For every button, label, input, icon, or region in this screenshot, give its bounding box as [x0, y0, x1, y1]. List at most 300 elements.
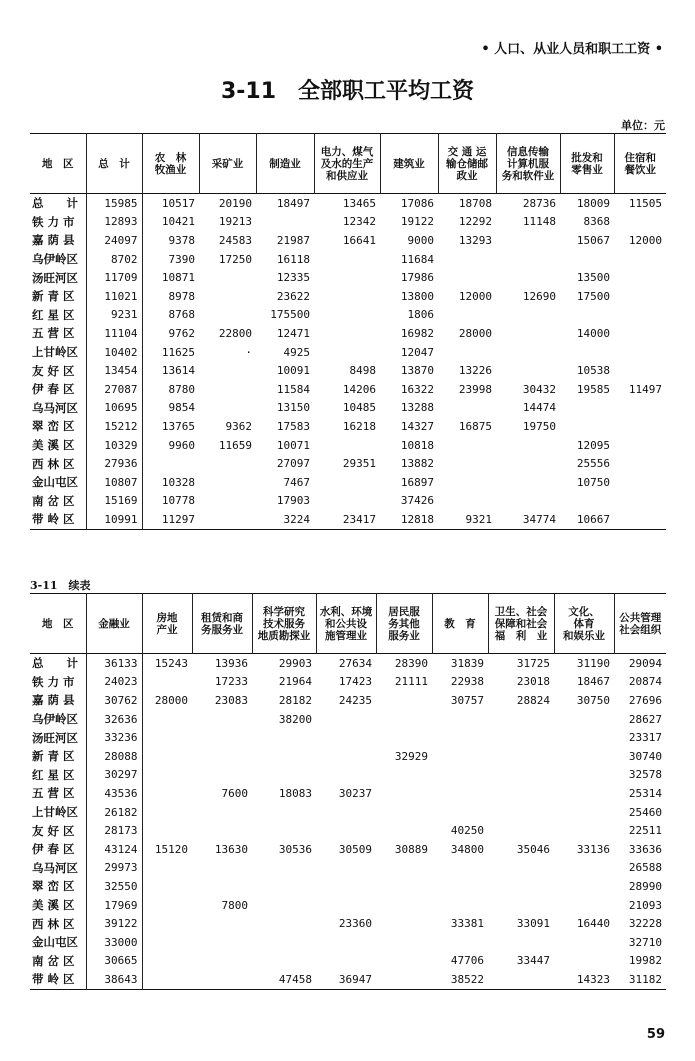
value-cell — [438, 343, 496, 362]
value-cell: 11625 — [161, 345, 195, 359]
value-cell: 16875 — [458, 419, 492, 433]
value-cell: 43124 — [86, 840, 142, 859]
value-cell — [316, 803, 376, 822]
value-cell: 19585 — [576, 382, 610, 396]
value-cell — [432, 747, 488, 766]
value-cell: 13293 — [458, 233, 492, 247]
value-cell: 12342 — [342, 215, 376, 229]
value-cell — [376, 803, 432, 822]
value-cell: 8368 — [583, 215, 610, 229]
value-cell — [614, 492, 666, 511]
region-cell: 美 溪 区 — [30, 436, 86, 455]
value-cell: 23360 — [338, 917, 372, 931]
table-row — [30, 840, 666, 859]
value-cell — [614, 454, 666, 473]
table-row — [30, 268, 666, 287]
region-cell: 伊 春 区 — [30, 840, 86, 859]
value-cell: 28824 — [516, 693, 550, 707]
value-cell: 10778 — [161, 494, 195, 508]
value-cell — [252, 933, 316, 952]
value-cell — [488, 859, 554, 878]
value-cell — [614, 306, 666, 325]
value-cell: 28390 — [394, 656, 428, 670]
value-cell — [376, 821, 432, 840]
value-cell — [438, 399, 496, 418]
value-cell — [256, 213, 314, 232]
value-cell: 14327 — [400, 419, 434, 433]
value-cell: 18497 — [276, 196, 310, 210]
value-cell — [316, 747, 376, 766]
value-cell: 36947 — [338, 972, 372, 986]
value-cell — [488, 970, 554, 989]
value-cell — [142, 896, 192, 915]
value-cell: 16897 — [400, 475, 434, 489]
value-cell — [614, 399, 666, 418]
value-cell — [554, 766, 614, 785]
table-row — [30, 473, 666, 492]
region-cell: 带 岭 区 — [30, 510, 86, 529]
region-cell: 上甘岭区 — [30, 343, 86, 362]
table-row — [30, 306, 666, 325]
region-cell: 金山屯区 — [30, 473, 86, 492]
value-cell — [376, 728, 432, 747]
value-cell: 13288 — [400, 401, 434, 415]
value-cell — [438, 436, 496, 455]
value-cell: 12690 — [522, 289, 556, 303]
value-cell — [554, 933, 614, 952]
value-cell — [432, 728, 488, 747]
value-cell: 17986 — [400, 271, 434, 285]
value-cell: 21093 — [628, 898, 662, 912]
value-cell — [614, 250, 666, 269]
value-cell — [554, 859, 614, 878]
region-cell: 上甘岭区 — [30, 803, 86, 822]
value-cell — [560, 399, 614, 418]
value-cell — [376, 784, 432, 803]
value-cell — [614, 361, 666, 380]
value-cell — [192, 933, 252, 952]
value-cell: 29973 — [86, 859, 142, 878]
value-cell — [192, 970, 252, 989]
table-row — [30, 361, 666, 380]
value-cell — [199, 399, 256, 418]
value-cell: 29094 — [628, 656, 662, 670]
region-cell: 五 营 区 — [30, 324, 86, 343]
value-cell — [316, 877, 376, 896]
value-cell: 12335 — [276, 271, 310, 285]
region-cell: 红 星 区 — [30, 306, 86, 325]
column-header: 教 育 — [432, 594, 488, 654]
value-cell: 11584 — [276, 382, 310, 396]
value-cell: 22511 — [628, 824, 662, 838]
value-cell: 10091 — [276, 364, 310, 378]
table-row — [30, 213, 666, 232]
value-cell: 14206 — [342, 382, 376, 396]
value-cell — [554, 728, 614, 747]
value-cell — [192, 710, 252, 729]
value-cell: 17250 — [218, 252, 252, 266]
value-cell: 15169 — [86, 492, 142, 511]
value-cell — [554, 747, 614, 766]
region-cell: 西 林 区 — [30, 454, 86, 473]
value-cell: 12095 — [576, 438, 610, 452]
value-cell: 13882 — [400, 457, 434, 471]
value-cell: 20874 — [628, 675, 662, 689]
value-cell — [142, 877, 192, 896]
table-row — [30, 454, 666, 473]
value-cell — [142, 728, 192, 747]
table-row — [30, 287, 666, 306]
value-cell: 28990 — [628, 879, 662, 893]
value-cell: 11497 — [628, 382, 662, 396]
value-cell: 13800 — [400, 289, 434, 303]
value-cell — [432, 933, 488, 952]
value-cell: 31725 — [516, 656, 550, 670]
value-cell — [488, 710, 554, 729]
value-cell — [252, 914, 316, 933]
value-cell — [316, 859, 376, 878]
value-cell — [488, 728, 554, 747]
value-cell — [432, 859, 488, 878]
region-cell: 友 好 区 — [30, 821, 86, 840]
column-header: 批发和 零售业 — [560, 134, 614, 194]
value-cell: 19982 — [628, 954, 662, 968]
table-row — [30, 691, 666, 710]
value-cell: 16118 — [276, 252, 310, 266]
value-cell — [376, 710, 432, 729]
value-cell — [376, 859, 432, 878]
value-cell: 38200 — [278, 712, 312, 726]
value-cell: 9362 — [225, 419, 252, 433]
value-cell: 27087 — [86, 380, 142, 399]
value-cell — [496, 361, 560, 380]
column-header: 科学研究 技术服务 地质勘探业 — [252, 594, 316, 654]
value-cell: 7467 — [283, 475, 310, 489]
value-cell: 9762 — [168, 326, 195, 340]
value-cell: 32929 — [394, 749, 428, 763]
column-header: 采矿业 — [199, 134, 256, 194]
value-cell: 16322 — [400, 382, 434, 396]
value-cell — [488, 933, 554, 952]
value-cell: 13226 — [458, 364, 492, 378]
value-cell — [488, 896, 554, 915]
region-cell: 嘉 荫 县 — [30, 231, 86, 250]
value-cell — [314, 343, 380, 362]
value-cell: 23417 — [342, 512, 376, 526]
value-cell: 12000 — [458, 289, 492, 303]
value-cell: 8978 — [168, 289, 195, 303]
value-cell — [488, 766, 554, 785]
value-cell — [192, 747, 252, 766]
table-row — [30, 343, 666, 362]
value-cell — [376, 970, 432, 989]
value-cell — [142, 914, 192, 933]
value-cell — [142, 970, 192, 989]
value-cell: 10485 — [342, 401, 376, 415]
value-cell: 28627 — [628, 712, 662, 726]
table-row — [30, 231, 666, 250]
value-cell — [488, 821, 554, 840]
value-cell: 30750 — [576, 693, 610, 707]
value-cell — [199, 287, 256, 306]
region-cell: 铁 力 市 — [30, 213, 86, 232]
value-cell: 16982 — [400, 326, 434, 340]
value-cell: 17233 — [214, 675, 248, 689]
value-cell: 27696 — [628, 693, 662, 707]
value-cell: 11659 — [218, 438, 252, 452]
value-cell — [316, 933, 376, 952]
value-cell: 16218 — [342, 419, 376, 433]
value-cell: 10807 — [86, 473, 142, 492]
table-row — [30, 766, 666, 785]
value-cell: 35046 — [516, 842, 550, 856]
region-cell: 新 青 区 — [30, 747, 86, 766]
table-row — [30, 436, 666, 455]
value-cell — [438, 492, 496, 511]
value-cell: 1806 — [407, 308, 434, 322]
value-cell: 26588 — [628, 861, 662, 875]
value-cell: 11684 — [400, 252, 434, 266]
value-cell — [252, 803, 316, 822]
value-cell: 8498 — [349, 364, 376, 378]
table-row — [30, 784, 666, 803]
column-header: 卫生、社会 保障和社会 福 利 业 — [488, 594, 554, 654]
value-cell: 24583 — [218, 233, 252, 247]
value-cell: · — [245, 345, 252, 359]
value-cell — [560, 417, 614, 436]
column-header: 总 计 — [86, 134, 142, 194]
value-cell: 18009 — [576, 196, 610, 210]
value-cell: 47458 — [278, 972, 312, 986]
value-cell — [314, 268, 380, 287]
region-cell: 西 林 区 — [30, 914, 86, 933]
value-cell: 28736 — [522, 196, 556, 210]
value-cell — [554, 896, 614, 915]
value-cell: 19213 — [218, 215, 252, 229]
column-header: 居民服 务其他 服务业 — [376, 594, 432, 654]
value-cell — [554, 821, 614, 840]
value-cell: 10328 — [161, 475, 195, 489]
value-cell — [142, 803, 192, 822]
region-cell: 乌马河区 — [30, 399, 86, 418]
column-header: 农 林 牧渔业 — [142, 134, 199, 194]
value-cell: 10871 — [161, 271, 195, 285]
value-cell — [376, 766, 432, 785]
value-cell — [192, 766, 252, 785]
table-row — [30, 933, 666, 952]
value-cell — [252, 821, 316, 840]
value-cell: 17969 — [86, 896, 142, 915]
region-cell: 乌马河区 — [30, 859, 86, 878]
value-cell — [438, 454, 496, 473]
value-cell: 31182 — [628, 972, 662, 986]
value-cell — [614, 213, 666, 232]
value-cell: 13870 — [400, 364, 434, 378]
value-cell: 43536 — [86, 784, 142, 803]
value-cell: 15067 — [576, 233, 610, 247]
value-cell: 18708 — [458, 196, 492, 210]
value-cell — [252, 747, 316, 766]
value-cell: 10071 — [276, 438, 310, 452]
value-cell: 9854 — [168, 401, 195, 415]
region-cell: 带 岭 区 — [30, 970, 86, 989]
value-cell: 9960 — [168, 438, 195, 452]
value-cell: 32710 — [628, 935, 662, 949]
value-cell: 10695 — [86, 399, 142, 418]
value-cell — [199, 361, 256, 380]
value-cell: 7800 — [221, 898, 248, 912]
column-header-region: 地 区 — [42, 617, 74, 630]
value-cell — [376, 691, 432, 710]
value-cell: 30432 — [522, 382, 556, 396]
value-cell: 23083 — [214, 693, 248, 707]
table-row — [30, 821, 666, 840]
value-cell: 11709 — [86, 268, 142, 287]
region-cell: 总 计 — [30, 654, 86, 673]
value-cell — [252, 877, 316, 896]
value-cell: 30665 — [86, 952, 142, 971]
table-row — [30, 896, 666, 915]
value-cell: 33136 — [576, 842, 610, 856]
value-cell — [488, 784, 554, 803]
value-cell — [554, 952, 614, 971]
wage-table-part1 — [30, 133, 666, 530]
value-cell: 8702 — [86, 250, 142, 269]
value-cell: 32636 — [86, 710, 142, 729]
value-cell: 23018 — [516, 675, 550, 689]
value-cell: 34800 — [450, 842, 484, 856]
value-cell — [488, 877, 554, 896]
value-cell — [554, 784, 614, 803]
value-cell: 9321 — [465, 512, 492, 526]
column-header-region: 地 区 — [42, 157, 74, 170]
value-cell — [316, 952, 376, 971]
region-cell: 嘉 荫 县 — [30, 691, 86, 710]
value-cell — [376, 877, 432, 896]
region-cell: 美 溪 区 — [30, 896, 86, 915]
page-title: 3-11 全部职工平均工资 — [220, 79, 475, 104]
value-cell: 29351 — [342, 457, 376, 471]
value-cell: 10667 — [576, 512, 610, 526]
value-cell: 28173 — [86, 821, 142, 840]
value-cell: 19122 — [400, 215, 434, 229]
value-cell — [488, 747, 554, 766]
region-cell: 红 星 区 — [30, 766, 86, 785]
value-cell — [376, 896, 432, 915]
table-row — [30, 803, 666, 822]
value-cell — [432, 896, 488, 915]
value-cell — [376, 914, 432, 933]
value-cell — [496, 324, 560, 343]
region-cell: 翠 峦 区 — [30, 877, 86, 896]
value-cell: 15120 — [154, 842, 188, 856]
value-cell — [192, 821, 252, 840]
value-cell: 37426 — [400, 494, 434, 508]
value-cell — [614, 417, 666, 436]
value-cell — [192, 877, 252, 896]
value-cell: 47706 — [450, 954, 484, 968]
value-cell: 24097 — [86, 231, 142, 250]
value-cell: 9000 — [407, 233, 434, 247]
value-cell — [316, 710, 376, 729]
value-cell: 22938 — [450, 675, 484, 689]
value-cell — [316, 896, 376, 915]
running-header: • 人口、从业人员和职工工资 • — [481, 42, 663, 57]
wage-table-part2 — [30, 593, 666, 990]
value-cell: 30536 — [278, 842, 312, 856]
region-cell: 乌伊岭区 — [30, 710, 86, 729]
table-row — [30, 710, 666, 729]
table-row — [30, 877, 666, 896]
value-cell: 18083 — [278, 786, 312, 800]
value-cell — [554, 877, 614, 896]
value-cell — [432, 877, 488, 896]
column-header: 水利、环境 和公共设 施管理业 — [316, 594, 376, 654]
value-cell: 30740 — [628, 749, 662, 763]
value-cell: 13936 — [214, 656, 248, 670]
value-cell: 9231 — [86, 306, 142, 325]
value-cell: 13500 — [576, 271, 610, 285]
value-cell: 13150 — [276, 401, 310, 415]
value-cell: 10421 — [161, 215, 195, 229]
value-cell: 34774 — [522, 512, 556, 526]
value-cell — [614, 436, 666, 455]
column-header: 建筑业 — [380, 134, 438, 194]
value-cell — [560, 492, 614, 511]
value-cell: 38522 — [450, 972, 484, 986]
value-cell: 7600 — [221, 786, 248, 800]
value-cell — [496, 306, 560, 325]
value-cell — [252, 728, 316, 747]
value-cell: 13614 — [161, 364, 195, 378]
value-cell: 16641 — [342, 233, 376, 247]
column-header: 制造业 — [256, 134, 314, 194]
value-cell: 12893 — [86, 213, 142, 232]
value-cell — [314, 306, 380, 325]
value-cell: 13454 — [86, 361, 142, 380]
value-cell: 31190 — [576, 656, 610, 670]
value-cell: 28088 — [86, 747, 142, 766]
value-cell — [432, 803, 488, 822]
table-row — [30, 970, 666, 989]
table-row — [30, 399, 666, 418]
column-header: 电力、煤气 及水的生产 和供应业 — [314, 134, 380, 194]
value-cell: 15212 — [86, 417, 142, 436]
value-cell: 27097 — [276, 457, 310, 471]
value-cell — [252, 766, 316, 785]
value-cell — [614, 287, 666, 306]
value-cell: 13765 — [161, 419, 195, 433]
value-cell — [192, 859, 252, 878]
table-row — [30, 324, 666, 343]
table-row — [30, 747, 666, 766]
value-cell — [438, 306, 496, 325]
value-cell: 11297 — [161, 512, 195, 526]
value-cell: 21964 — [278, 675, 312, 689]
value-cell — [496, 454, 560, 473]
value-cell: 17500 — [576, 289, 610, 303]
value-cell: 17086 — [400, 196, 434, 210]
value-cell — [142, 673, 192, 692]
value-cell: 25314 — [628, 786, 662, 800]
value-cell: 20190 — [218, 196, 252, 210]
value-cell: 25460 — [628, 805, 662, 819]
value-cell: 4925 — [283, 345, 310, 359]
value-cell — [614, 324, 666, 343]
value-cell: 10750 — [576, 475, 610, 489]
table-row — [30, 859, 666, 878]
value-cell — [199, 306, 256, 325]
